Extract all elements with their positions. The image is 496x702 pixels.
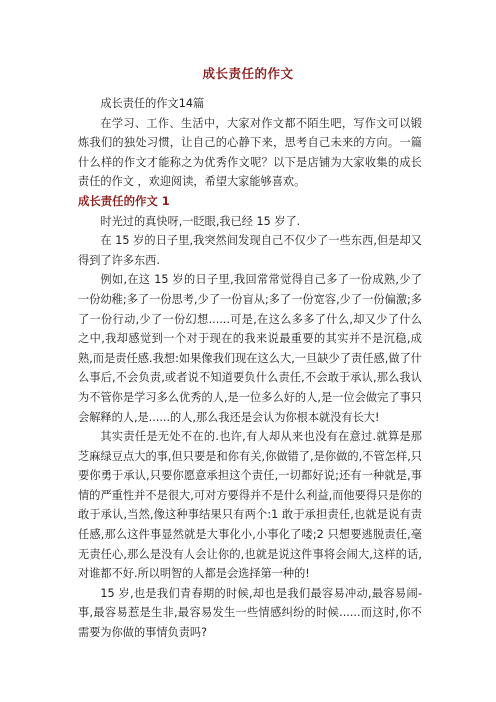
subtitle-line: 成长责任的作文14篇 — [100, 97, 205, 110]
body-paragraph: 例如,在这 15 岁的日子里,我回常常觉得自己多了一份成熟,少了一份幼稚;多了一份思考,少了一份盲从;多了一份宽容,少了一份偏激;多了一份行动,少了一份幻想......可是,在这么多多了什么,却又少了什么之中,我却感觉到一个对于现在的我来说最重要的其实并不是沉稳,成熟,而是责任感.我想:如果像我们现在这么大,一旦缺少了责任感,做了什么事后,不会负责,或者说不知道要负什么责任,不会敢于承认,那么我认为不管你是学习多么优秀的人,是一位多么好的人,是一位会做完了事只会解释的人,是......的人,那么我还是会认为你根本就没有长大! — [78, 273, 422, 424]
document-body — [78, 94, 422, 643]
body-paragraph: 15 岁,也是我们青春期的时候,却也是我们最容易冲动,最容易闹-事,最容易惹是生非,最容易发生一些情感纠纷的时候......而这时,你不需要为你做的事情负责吗? — [78, 586, 422, 640]
page-title: 成长责任的作文 — [202, 66, 294, 81]
body-paragraph: 在 15 岁的日子里,我突然间发现自己不仅少了一些东西,但是却又得到了许多东西. — [78, 234, 422, 267]
section-heading: 成长责任的作文 1 — [78, 193, 170, 208]
body-paragraph: 在学习、工作、生活中，大家对作文都不陌生吧，写作文可以锻炼我们的独处习惯，让自己的心静下来，思考自己未来的方向。一篇什么样的作文才能称之为优秀作文呢？以下是店铺为大家收集的成长责任的作文 ，欢迎阅读，希望大家能够喜欢。 — [78, 116, 422, 189]
body-paragraph: 其实责任是无处不在的.也许,有人却从来也没有在意过.就算是那芝麻绿豆点大的事,但只要是和你有关,你做错了,是你做的,不管怎样,只要你勇于承认,只要你愿意承担这个责任,一切都好说;还有一种就是,事情的严重性并不是很大,可对方要得并不是什么利益,而他要得只是你的敢于承认,当然,像这种事结果只有两个:1 敢于承担责任,也就是说有责任感,那么这件事显然就是大事化小,小事化了喽;2 只想要逃脱责任,毫无责任心,那么是没有人会让你的,也就是说这件事将会闹大,这样的话,对谁都不好.所以明智的人都是会选择第一种的! — [78, 430, 422, 581]
body-paragraph: 时光过的真快呀,一眨眼,我已经 15 岁了. — [100, 214, 301, 228]
